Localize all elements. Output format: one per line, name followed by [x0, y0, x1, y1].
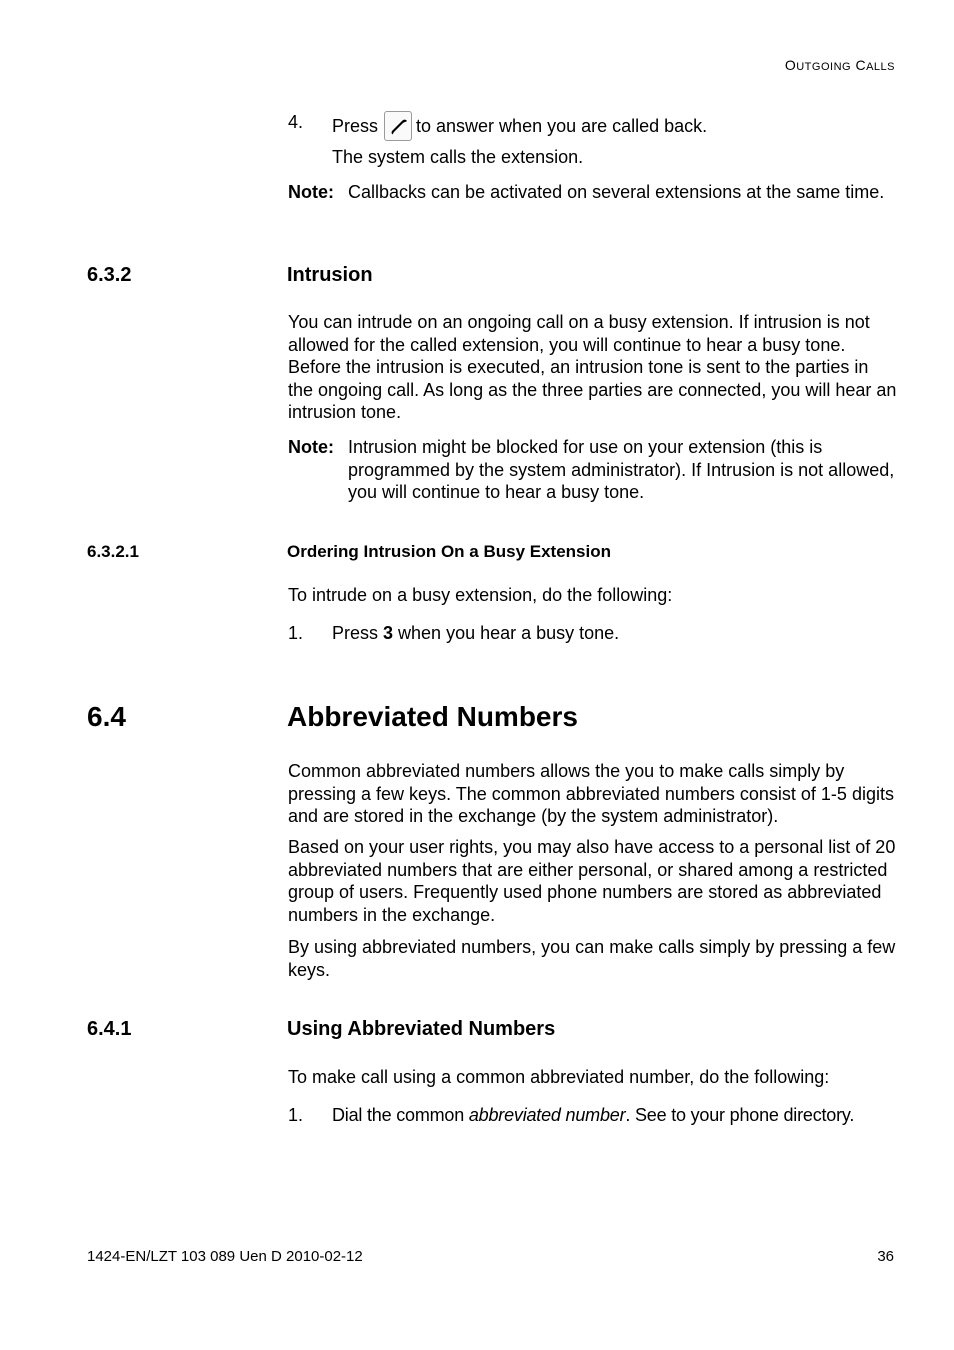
note-text: Callbacks can be activated on several extensions at the same time. — [348, 182, 885, 202]
step-1-instruction: Dial the common abbreviated number. See to your phone directory. — [332, 1105, 855, 1125]
body-paragraph: Common abbreviated numbers allows the you to make calls simply by pressing a few keys. The common abbreviated numbers consist of 1-5 digits and are stored in the exchange (by the system administrator). — [288, 761, 894, 826]
intro-text: To make call using a common abbreviated number, do the following: — [288, 1067, 830, 1087]
note-callbacks — [288, 181, 898, 204]
handset-icon — [384, 111, 412, 141]
body-paragraph: Based on your user rights, you may also have access to a personal list of 20 abbreviated numbers that are either personal, or shared among a restricted group of users. Frequently used phone numbers are stored as abbreviated numbers in the exchange. — [288, 837, 896, 925]
note-text: Intrusion might be blocked for use on your extension (this is programmed by the system administrator). If Intrusion is not allowed, you will continue to hear a busy tone. — [348, 437, 895, 502]
section-number: 6.3.2 — [87, 264, 132, 286]
section-heading: Intrusion — [287, 264, 373, 286]
running-header: OUTGOING CALLS — [784, 57, 895, 73]
step-4-result: The system calls the extension. — [332, 147, 584, 167]
page-number: 36 — [877, 1248, 894, 1265]
step-number: 4. — [288, 112, 304, 132]
body-paragraph: You can intrude on an ongoing call on a busy extension. If intrusion is not allowed for the called extension, you will continue to hear a busy tone. Before the intrusion is executed, an intrusion tone is sent to the parties in the ongoing call. As long as the three parties are connected, you will hear an intrusion tone. — [288, 312, 897, 422]
body-paragraph: By using abbreviated numbers, you can make calls simply by pressing a few keys. — [288, 937, 896, 980]
note-label: Note: — [288, 437, 334, 457]
footer-document-id: 1424-EN/LZT 103 089 Uen D 2010-02-12 — [87, 1248, 363, 1265]
intro-text: To intrude on a busy extension, do the following: — [288, 585, 673, 605]
chapter-section-heading: Abbreviated Numbers — [287, 701, 578, 732]
subsection-heading: Ordering Intrusion On a Busy Extension — [287, 542, 611, 561]
step-1-instruction: Press 3 when you hear a busy tone. — [332, 623, 620, 643]
section-heading: Using Abbreviated Numbers — [287, 1018, 556, 1040]
note-label: Note: — [288, 182, 334, 202]
step-number: 1. — [288, 623, 304, 643]
note-intrusion — [288, 436, 898, 504]
step-number: 1. — [288, 1105, 304, 1125]
chapter-section-number: 6.4 — [87, 701, 126, 732]
subsection-number: 6.3.2.1 — [87, 542, 139, 561]
step-4-instruction: Press to answer when you are called back. — [332, 111, 707, 141]
section-number: 6.4.1 — [87, 1018, 132, 1040]
